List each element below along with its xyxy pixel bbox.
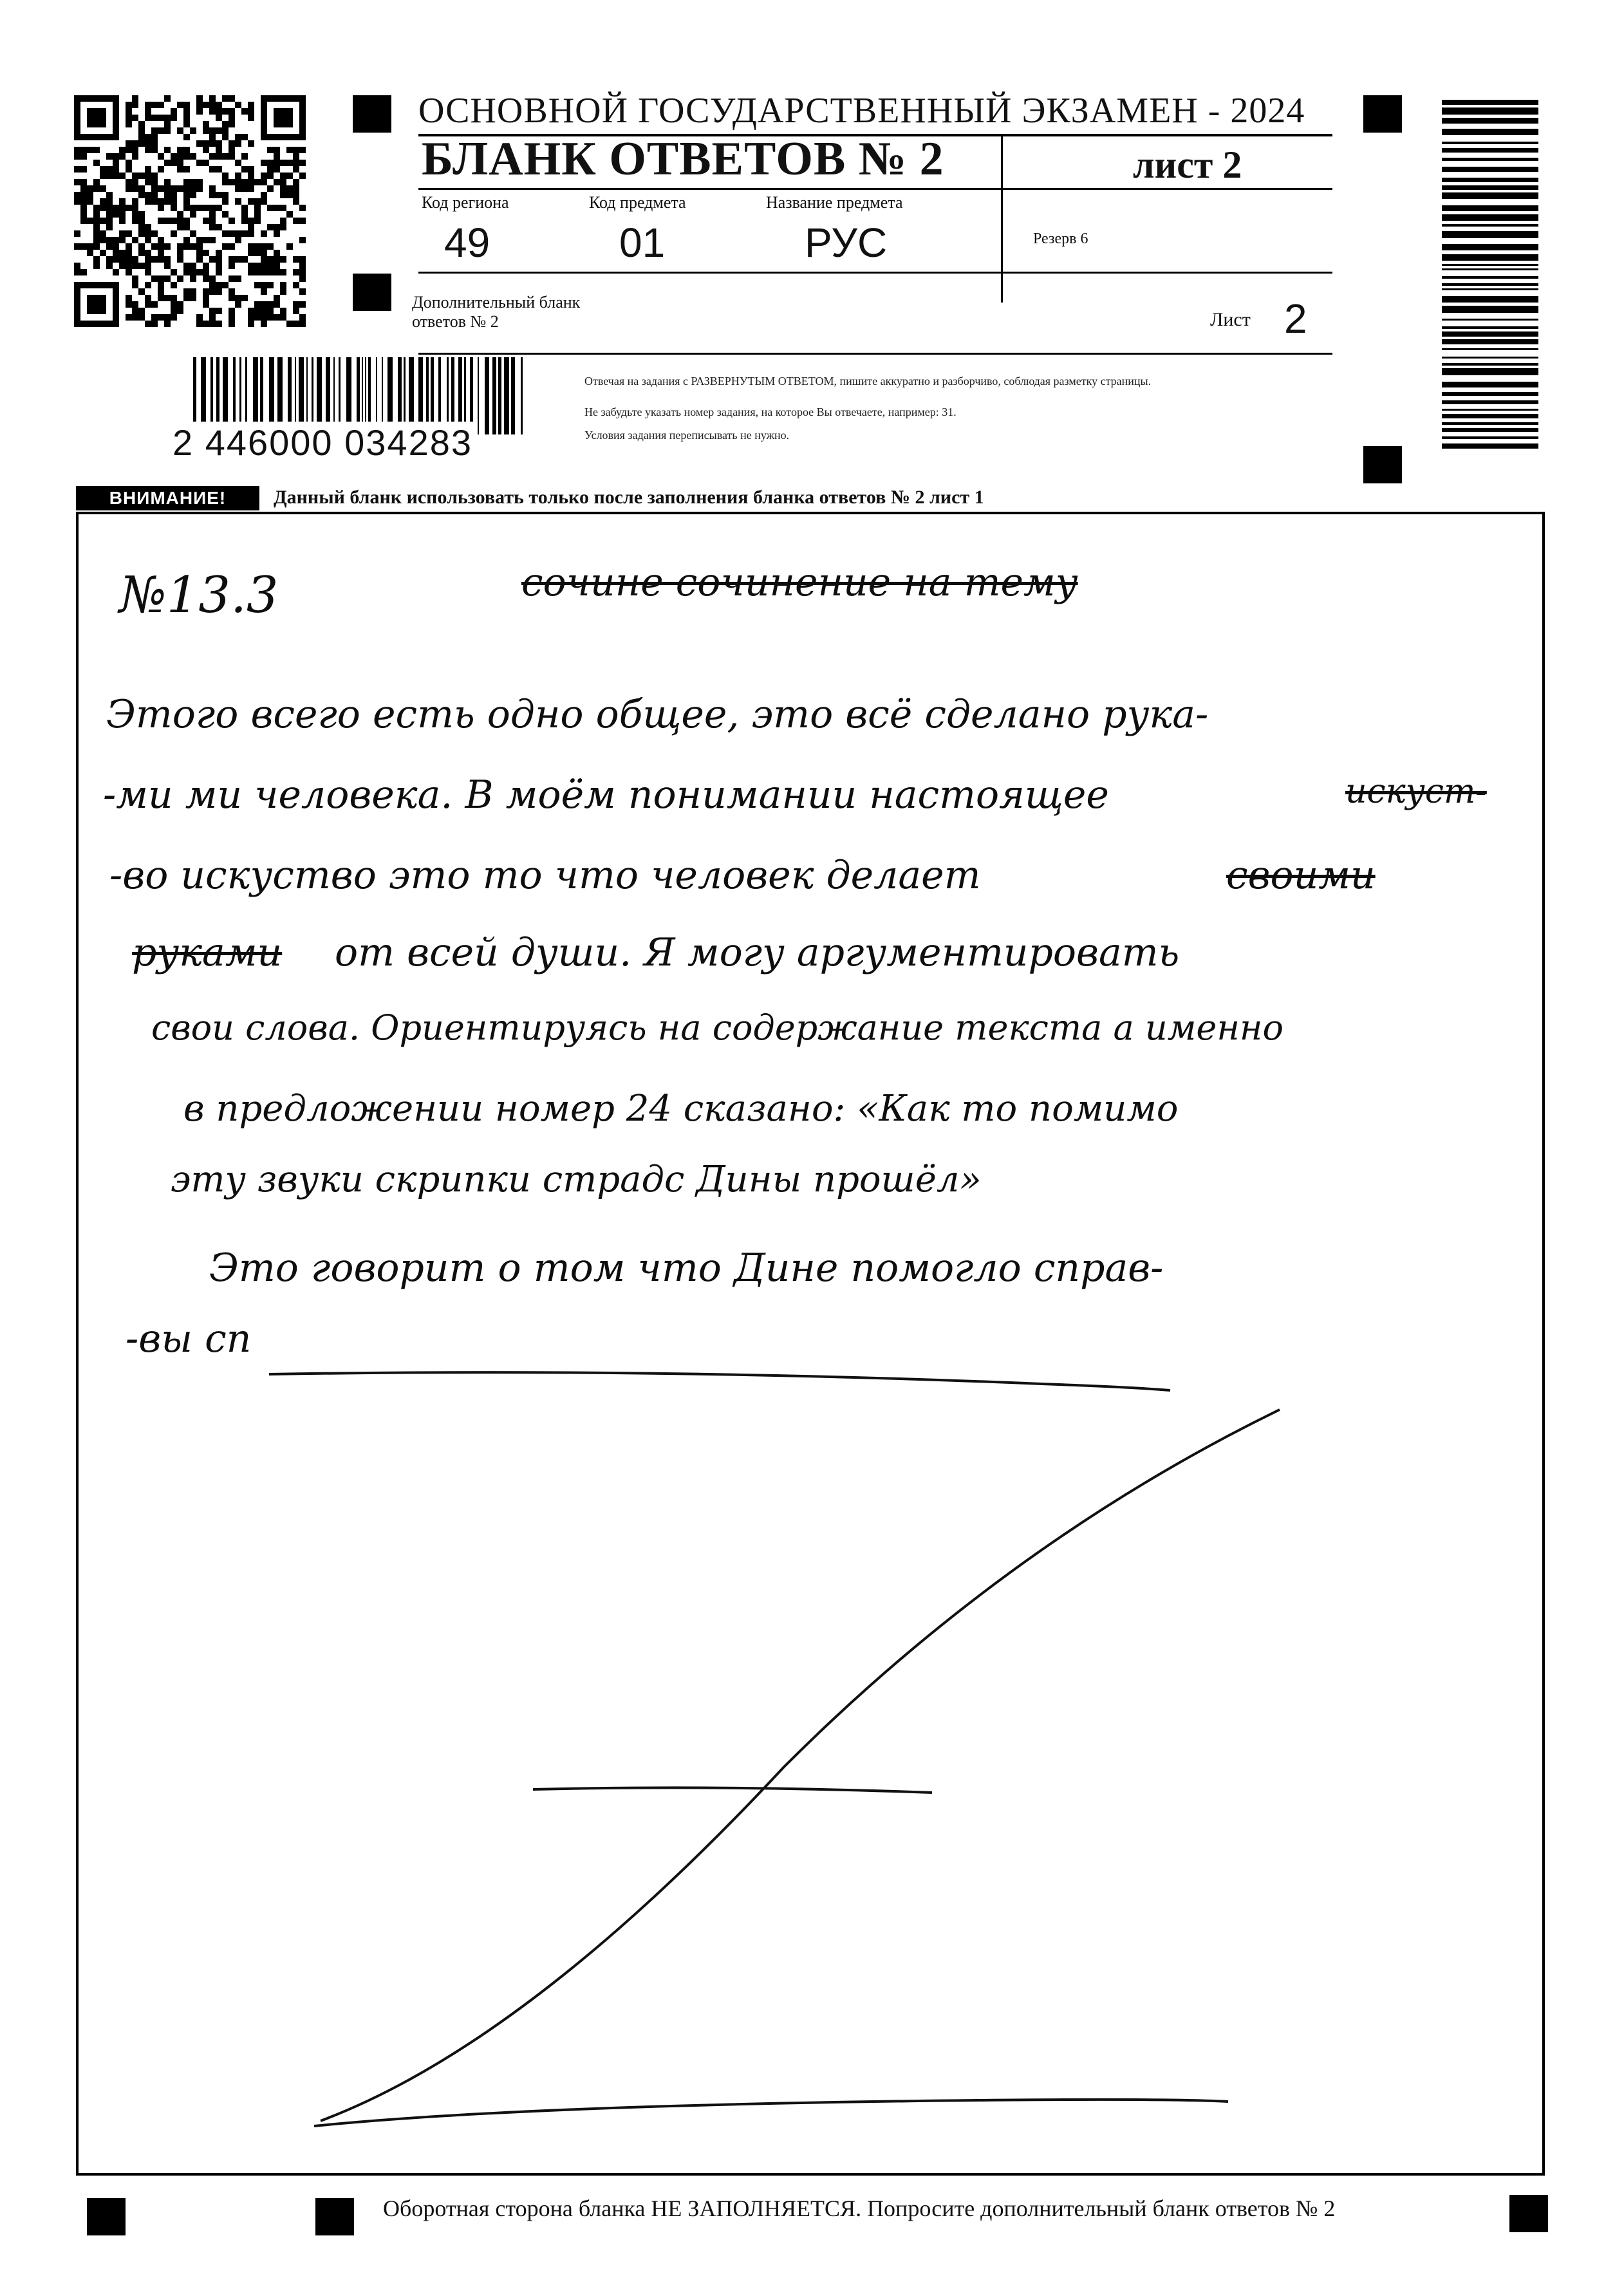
header-divider (418, 272, 1332, 274)
alignment-marker (315, 2198, 354, 2235)
struck-word: руками (132, 930, 283, 975)
sheet-number-value: 2 (1284, 295, 1307, 342)
instruction-note: Не забудьте указать номер задания, на которое Вы отвечаете, например: 31. (584, 406, 957, 418)
subject-code-label: Код предмета (589, 193, 686, 212)
blank-title: БЛАНК ОТВЕТОВ № 2 (422, 133, 944, 185)
answer-line: в предложении номер 24 сказано: «Как то помимо (183, 1088, 1179, 1130)
answer-line: -во искуство это то что человек делает (109, 853, 981, 898)
attention-badge: ВНИМАНИЕ! (76, 486, 259, 510)
answer-line: -ми ми человека. В моём понимании настоящее (103, 772, 1109, 817)
struck-word: своими (1226, 853, 1376, 898)
answer-line: Этого всего есть одно общее, это всё сделано рука- (106, 692, 1209, 737)
alignment-marker (1509, 2195, 1548, 2232)
answer-line: Это говорит о том что Дине помогло справ- (209, 1245, 1164, 1291)
subject-name-label: Название предмета (766, 193, 903, 212)
cancel-z-stroke (76, 512, 1545, 2176)
additional-blank-label: Дополнительный бланк ответов № 2 (412, 293, 581, 331)
task-number: №13.3 (119, 566, 279, 624)
header-divider (418, 188, 1332, 190)
alignment-marker (1363, 95, 1402, 133)
struck-heading: сочине сочинение на тему (521, 560, 1078, 605)
reserve-field: Резерв 6 (1033, 230, 1088, 247)
barcode-number: 2 446000 034283 (169, 422, 476, 463)
alignment-marker (87, 2198, 126, 2235)
alignment-marker (353, 274, 391, 311)
subject-name-value: РУС (805, 219, 888, 266)
answer-line: от всей души. Я могу аргументировать (335, 930, 1180, 975)
sheet-title: лист 2 (1133, 144, 1242, 186)
alignment-marker (353, 95, 391, 133)
answer-line: свои слова. Ориентируясь на содержание текста а именно (151, 1007, 1284, 1048)
footer-note: Оборотная сторона бланка НЕ ЗАПОЛНЯЕТСЯ. Попросите дополнительный бланк ответов № 2 (383, 2196, 1336, 2221)
exam-title: ОСНОВНОЙ ГОСУДАРСТВЕННЫЙ ЭКЗАМЕН - 2024 (418, 91, 1305, 131)
qr-code (74, 95, 306, 327)
attention-text: Данный бланк использовать только после заполнения бланка ответов № 2 лист 1 (274, 487, 984, 508)
region-code-label: Код региона (422, 193, 509, 212)
instruction-note: Условия задания переписывать не нужно. (584, 429, 790, 442)
region-code-value: 49 (444, 219, 490, 266)
answer-line: -вы сп (126, 1316, 252, 1361)
instruction-note: Отвечая на задания с РАЗВЕРНУТЫМ ОТВЕТОМ, пишите аккуратно и разборчиво, соблюдая разметку страницы. (584, 375, 1152, 387)
struck-word: искуст- (1345, 772, 1487, 811)
sheet-number-label: Лист (1210, 309, 1251, 330)
alignment-marker (1363, 446, 1402, 483)
timing-marks (1442, 100, 1538, 451)
answer-line: эту звуки скрипки страдс Дины прошёл» (171, 1159, 982, 1200)
header-vertical-divider (1001, 136, 1003, 303)
subject-code-value: 01 (619, 219, 666, 266)
header-divider (418, 353, 1332, 355)
